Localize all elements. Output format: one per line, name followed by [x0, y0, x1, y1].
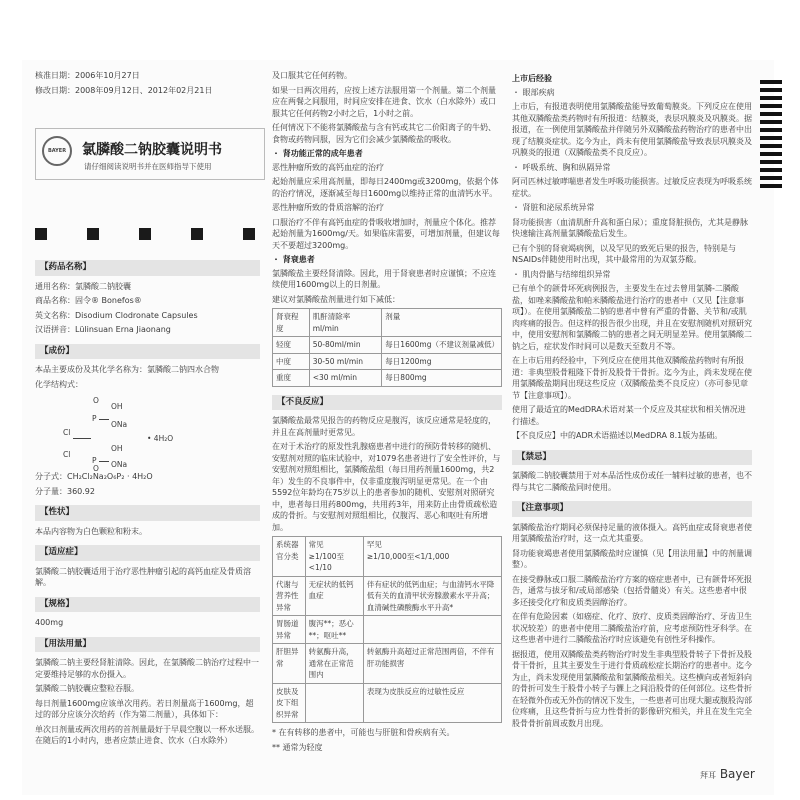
caution-p3: 在接受静脉或口服二膦酸盐治疗方案的癌症患者中，已有颌骨坏死报告，通常与拔牙和/或局部感染（包括骨髓炎）有关。这些患者中很多还接受化疗和皮质类固醇治疗。 — [512, 574, 752, 607]
table-row: 皮肤及皮下组织异常 表现为皮肤反应的过敏性反应 — [273, 683, 502, 723]
column-middle — [272, 70, 502, 756]
musc-text: 已有单个的颌骨坏死病例报告，主要发生在过去曾用氯膦-二膦酸盐，如唑来膦酸盐和帕米膦酸盐进行治疗的患者中（又见【注意事项】）。在使用氯膦酸盐二钠的患者中曾有严重的骨骼、关节和/或肌肉疼痛的报告。但这样的报告很少出现，并且在安慰剂随机对照研究中，使用安慰剂和氯膦酸二钠的患者之间无明显差异。使用氯膦酸二钠之后，症状发作时间可以是数天至数月不等。 — [512, 284, 752, 351]
twice-daily-text: 如果一日两次用药，应按上述方法服用第一个剂量。第二个剂量应在两餐之间服用，时间应安排在进食、饮水（白水除外）或口服其它任何药物2小时之后，1小时之前。 — [272, 85, 496, 118]
caution-p4: 在伴有危险因素（如癌症、化疗、放疗、皮质类固醇治疗、牙齿卫生状况较差）的患者中使用二膦酸盐治疗前，应考虑预防性牙科学。在这些患者中进行二膦酸盐治疗时应该避免有创性牙科操作。 — [512, 612, 752, 644]
footnote-1: * 在有转移的患者中，可能也与肝脏和骨疾病有关。 — [272, 728, 455, 737]
section-indications: 【适应症】 — [35, 545, 260, 561]
properties-text: 本品内容物为白色颗粒和粉末。 — [35, 526, 147, 536]
section-drug-name: 【药品名称】 — [35, 260, 260, 276]
eye-heading: ・ 眼部疾病 — [512, 87, 555, 97]
section-ingredients: 【成份】 — [35, 344, 260, 360]
contra-text: 氯膦酸二钠胶囊禁用于对本品活性成份或任一辅料过敏的患者，也不得与其它二膦酸盐同时使用。 — [512, 471, 752, 492]
hypercalcemia-text: 起始剂量应采用高剂量，即每日2400mg或3200mg，依据个体的治疗情况，逐渐减至每日1600mg以维持正常的血清钙水平。 — [272, 177, 499, 198]
table-header: 剂量 — [382, 309, 502, 337]
document-subtitle: 请仔细阅读说明书并在医师指导下使用 — [84, 162, 212, 171]
renal-impaired-heading: ・ 肾衰患者 — [272, 255, 315, 264]
table-row: 轻度 50-80ml/min 每日1600mg（不建议剂量减低） — [273, 337, 502, 354]
kidney-p1: 肾功能损害（血清肌酐升高和蛋白尿）；重度肾脏损伤，尤其是静脉快速输注高剂量氯膦酸盐后发生。 — [512, 217, 748, 238]
dosage-p2: 氯膦酸二钠胶囊应整粒吞服。 — [35, 684, 139, 693]
renal-text: 氯膦酸盐主要经肾清除。因此，用于肾衰患者时应谨慎；不应连续使用1600mg以上的日剂量。 — [272, 268, 496, 289]
table-row: 重度 <30 ml/min 每日800mg — [273, 370, 502, 387]
adverse-table: 系统器官分类 常见 ≥1/100至<1/10 罕见 ≥1/10,000至<1/1,000 代谢与营养性异常 无症状的低钙血症 伴有症状的低钙血症；与血清钙水平降低有关的血清甲状旁腺激素水平升高；血清碱性磷酸酶水平升高* 胃肠道异常 腹泻**；恶心**；呕吐** 肝胆异常 转氨酶升高，通常在正常范围内 转氨酶升高超过正常范围两倍，不伴有肝功能损害 皮肤及皮下组织异常 表现为皮肤反应的过敏性反应 — [272, 536, 502, 723]
dosage-continued: 及口服其它任何药物。 — [272, 71, 352, 80]
column-right — [512, 70, 752, 732]
revision-date: 修改日期：2008年09月12日、2012年02月21日 — [35, 85, 213, 95]
eye-text: 上市后，有报道表明使用氯膦酸盐能导致葡萄膜炎。下列反应在使用其他双膦酸盐类药物时有所报道：结膜炎，表层巩膜炎及巩膜炎。据报道，在一例使用氯膦酸盐并伴随另外双膦酸盐药物治疗的患者中出现了结膜炎症状。迄今为止，尚未有使用氯膦酸盐导致表层巩膜炎及巩膜炎的报道（双膦酸盐类不良反应）。 — [512, 102, 752, 157]
barcode-marks — [760, 80, 782, 198]
table-intro: 建议对氯膦酸盐剂量进行如下减低： — [272, 294, 400, 304]
document-title: 氯膦酸二钠胶囊说明书 — [82, 142, 222, 158]
kidney-p2: 已有个别的肾衰竭病例，以及罕见的致死后果的报告，特别是与NSAIDs伴随使用时出现，其中最常用的为双氯芬酸。 — [512, 243, 736, 264]
dosage-p4: 单次日剂量或两次用药的首剂量最好于早晨空腹以一杯水送服。在随后的1小时内，患者应禁止进食、饮水（白水除外） — [35, 724, 259, 745]
calcium-warning: 任何情况下不能将氯膦酸盐与含有钙或其它二价阳离子的牛奶、食物或药物同服，因为它们会减少氯膦酸盐的吸收。 — [272, 123, 496, 144]
resp-text: 阿司匹林过敏哮喘患者发生呼吸功能损害。过敏反应表现为呼吸系统症状。 — [512, 177, 752, 198]
table-header: 肾衰程度 — [273, 309, 310, 337]
table-row: 中度 30-50 ml/min 每日1200mg — [273, 353, 502, 370]
musc-heading: ・ 肌肉骨骼与结缔组织异常 — [512, 269, 611, 279]
table-row: 代谢与营养性异常 无症状的低钙血症 伴有症状的低钙血症；与血清钙水平降低有关的血清甲状旁腺激素水平升高；血清碱性磷酸酶水平升高* — [273, 576, 502, 616]
bayer-footer-logo: 拜耳 Bayer — [700, 767, 755, 781]
caution-p1: 氯膦酸盐治疗期间必须保持足量的液体摄入。高钙血症或肾衰患者使用氯膦酸盐治疗时，这一点尤其重要。 — [512, 522, 752, 543]
section-cautions: 【注意事项】 — [512, 501, 752, 517]
chemical-structure: Cl Cl P P O O OH ONa OH ONa • 4H₂O — [63, 396, 174, 473]
section-spec: 【规格】 — [35, 597, 260, 613]
molecular-weight: 分子量：360.92 — [35, 486, 95, 496]
section-properties: 【性状】 — [35, 505, 260, 521]
pinyin-name: 汉语拼音：Lülinsuan Erna Jiaonang — [35, 325, 171, 334]
section-adverse: 【不良反应】 — [272, 395, 502, 411]
dosage-p1: 氯膦酸二钠主要经肾脏清除。因此，在氯膦酸二钠治疗过程中一定要维持足够的水份摄入。 — [35, 658, 259, 679]
approval-date: 核准日期：2006年10月27日 — [35, 71, 140, 80]
meddra-p2: 【不良反应】中的ADR术语描述以MedDRA 8.1版为基础。 — [512, 431, 723, 440]
osteolysis-heading: 恶性肿瘤所致的骨质溶解的治疗 — [272, 203, 384, 212]
column-left — [35, 70, 260, 99]
structure-label: 化学结构式： — [35, 379, 83, 389]
adverse-p2: 在对于术治疗的原发性乳腺癌患者中进行的预防骨转移的随机、安慰剂对照的临床试验中，对1079名患者进行了安全性评价，与安慰剂对照组相比，氯膦酸盐组（每日用药剂量1600mg，共2年）发生的不良事件中，仅非重度腹泻明显更常见。在一个由5592位年龄均在75岁以上的患者参加的随机、安慰剂对照研究中，患者每日用药800mg，共用药3年，用来防止由骨质疏松造成的骨折。与安慰剂对照组相比，仅腹泻、恶心和呕吐有所增加。 — [272, 442, 501, 532]
dosage-p3: 每日剂量1600mg应该单次用药。若日剂量高于1600mg，超过的部分应该分次给药（作为第二剂量），具体如下： — [35, 698, 254, 719]
caution-p2: 肾功能衰竭患者使用氯膦酸盐时应谨慎（见【用法用量】中的剂量调整）。 — [512, 548, 752, 569]
english-name: 英文名称：Disodium Clodronate Capsules — [35, 310, 198, 320]
caution-p5: 据报道，使用双膦酸盐类药物治疗时发生非典型股骨转子下骨折及股骨干骨折，且其主要发生于进行骨质疏松症长期治疗的患者中。迄今为止，尚未发现使用氯膦酸盐和氯膦酸盐相关。这些横向或者短斜向的骨折可发生于股骨小转子与髁上之间沿股骨的任何部位。这些骨折在轻微外伤或无外伤的情况下发生，一些患者可出现大腿或腹股沟部位疼痛，且这些骨折与应力性骨折的影像研究相关，并且在发生完全股骨骨折前周或数月出现。 — [512, 649, 752, 728]
title-box — [35, 128, 265, 180]
section-dosage: 【用法用量】 — [35, 637, 260, 653]
fracture-text: 在上市后用药经验中，下列反应在使用其他双膦酸盐药物时有所报道：非典型股骨粗隆下骨折及股骨干骨折。迄今为止，尚未发现在使用氯膦酸盐期间出现这些反应（双膦酸盐类不良反应）（亦可参见章节【注意事项】）。 — [512, 356, 752, 400]
indications-text: 氯膦酸二钠胶囊适用于治疗恶性肿瘤引起的高钙血症及骨质溶解。 — [35, 566, 251, 587]
table-row: 胃肠道异常 腹泻**；恶心**；呕吐** — [273, 616, 502, 644]
table-row: 肝胆异常 转氨酶升高，通常在正常范围内 转氨酶升高超过正常范围两倍，不伴有肝功能损害 — [273, 644, 502, 684]
renal-dose-table — [272, 308, 502, 387]
molecular-formula: 分子式：CH₂Cl₂Na₂O₆P₂ · 4H₂O — [35, 472, 153, 481]
renal-normal-heading: ・ 肾功能正常的成年患者 — [272, 149, 363, 158]
color-squares — [35, 228, 265, 242]
footnote-2: ** 通常为轻度 — [272, 742, 323, 752]
kidney-heading: ・ 肾脏和泌尿系统异常 — [512, 203, 595, 212]
hypercalcemia-heading: 恶性肿瘤所致的高钙血症的治疗 — [272, 162, 384, 172]
column-left-body — [35, 252, 260, 750]
adverse-p1: 氯膦酸盐最常见报告的药物反应是腹泻，该反应通常是轻度的，并且在高剂量时更常见。 — [272, 416, 496, 437]
osteolysis-text: 口服治疗不伴有高钙血症的骨吸收增加时，剂量应个体化。推荐起始剂量为1600mg/天。如果临床需要，可增加剂量，但建议每天不要超过3200mg。 — [272, 217, 500, 250]
table-header: 肌酐清除率 ml/min — [309, 309, 382, 337]
trade-name: 商品名称：固令® Bonefos® — [35, 296, 142, 305]
meddra-p1: 使用了最适宜的MedDRA术语对某一个反应及其症状和相关情况进行描述。 — [512, 405, 746, 426]
generic-name: 通用名称：氯膦酸二钠胶囊 — [35, 281, 131, 291]
section-contraindications: 【禁忌】 — [512, 450, 752, 466]
resp-heading: ・ 呼吸系统、胸和纵隔异常 — [512, 162, 611, 172]
ingredients-text: 本品主要成份及其化学名称为：氯膦酸二钠四水合物 — [35, 365, 219, 374]
spec-text: 400mg — [35, 618, 64, 627]
bayer-logo: BAYER — [42, 136, 72, 166]
postmarket-heading: 上市后经验 — [512, 74, 552, 83]
